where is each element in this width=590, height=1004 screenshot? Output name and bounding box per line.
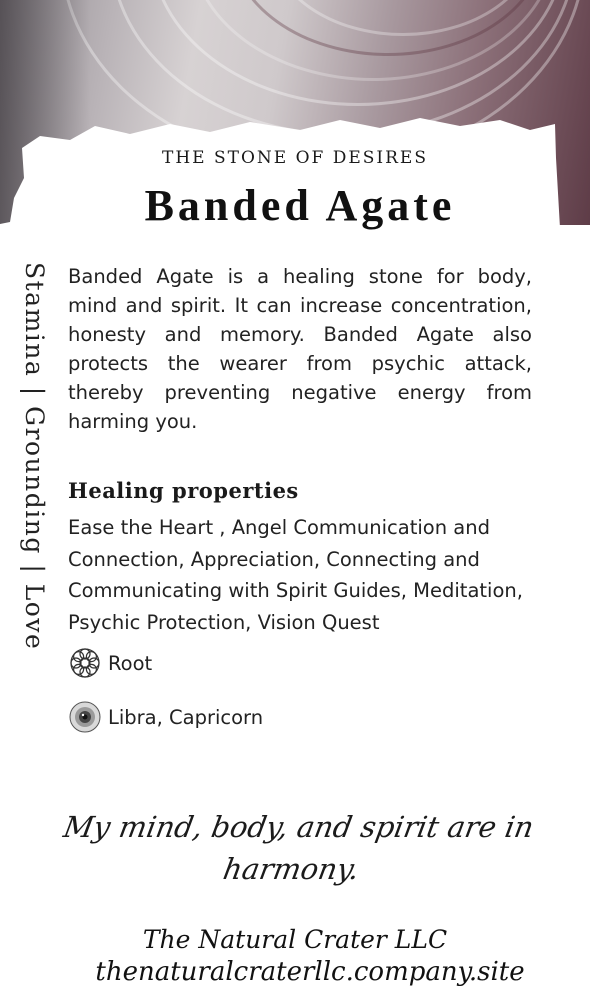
mandala-icon <box>68 646 102 680</box>
stone-subtitle: THE STONE OF DESIRES <box>162 148 428 168</box>
stone-title: Banded Agate <box>144 181 456 230</box>
website-link[interactable]: thenaturalcraterllc.company.site <box>95 957 525 987</box>
description-paragraph: Banded Agate is a healing stone for body, mind and spirit. It can increase concentration, honesty and memory. Banded Agate also protects the wearer from psychic attack, thereby preventing negative energy from harming you. <box>68 265 532 433</box>
chakra-label: Root <box>108 651 153 675</box>
side-keywords <box>14 262 54 732</box>
healing-list: Ease the Heart , Angel Communication and Connection, Appreciation, Connecting and Communicating with Spirit Guides, Meditation, Psychic Protection, Vision Quest <box>68 516 523 634</box>
zodiac-row <box>68 700 263 734</box>
healing-heading: Healing properties <box>68 478 299 503</box>
chakra-row <box>68 646 152 680</box>
zodiac-label: Libra, Capricorn <box>108 705 264 729</box>
eye-icon <box>68 700 102 734</box>
brand-name: The Natural Crater LLC <box>142 925 448 954</box>
affirmation-text: My mind, body, and spirit are in harmony. <box>61 810 537 886</box>
side-keywords-text: Stamina | Grounding | Love <box>20 262 49 651</box>
